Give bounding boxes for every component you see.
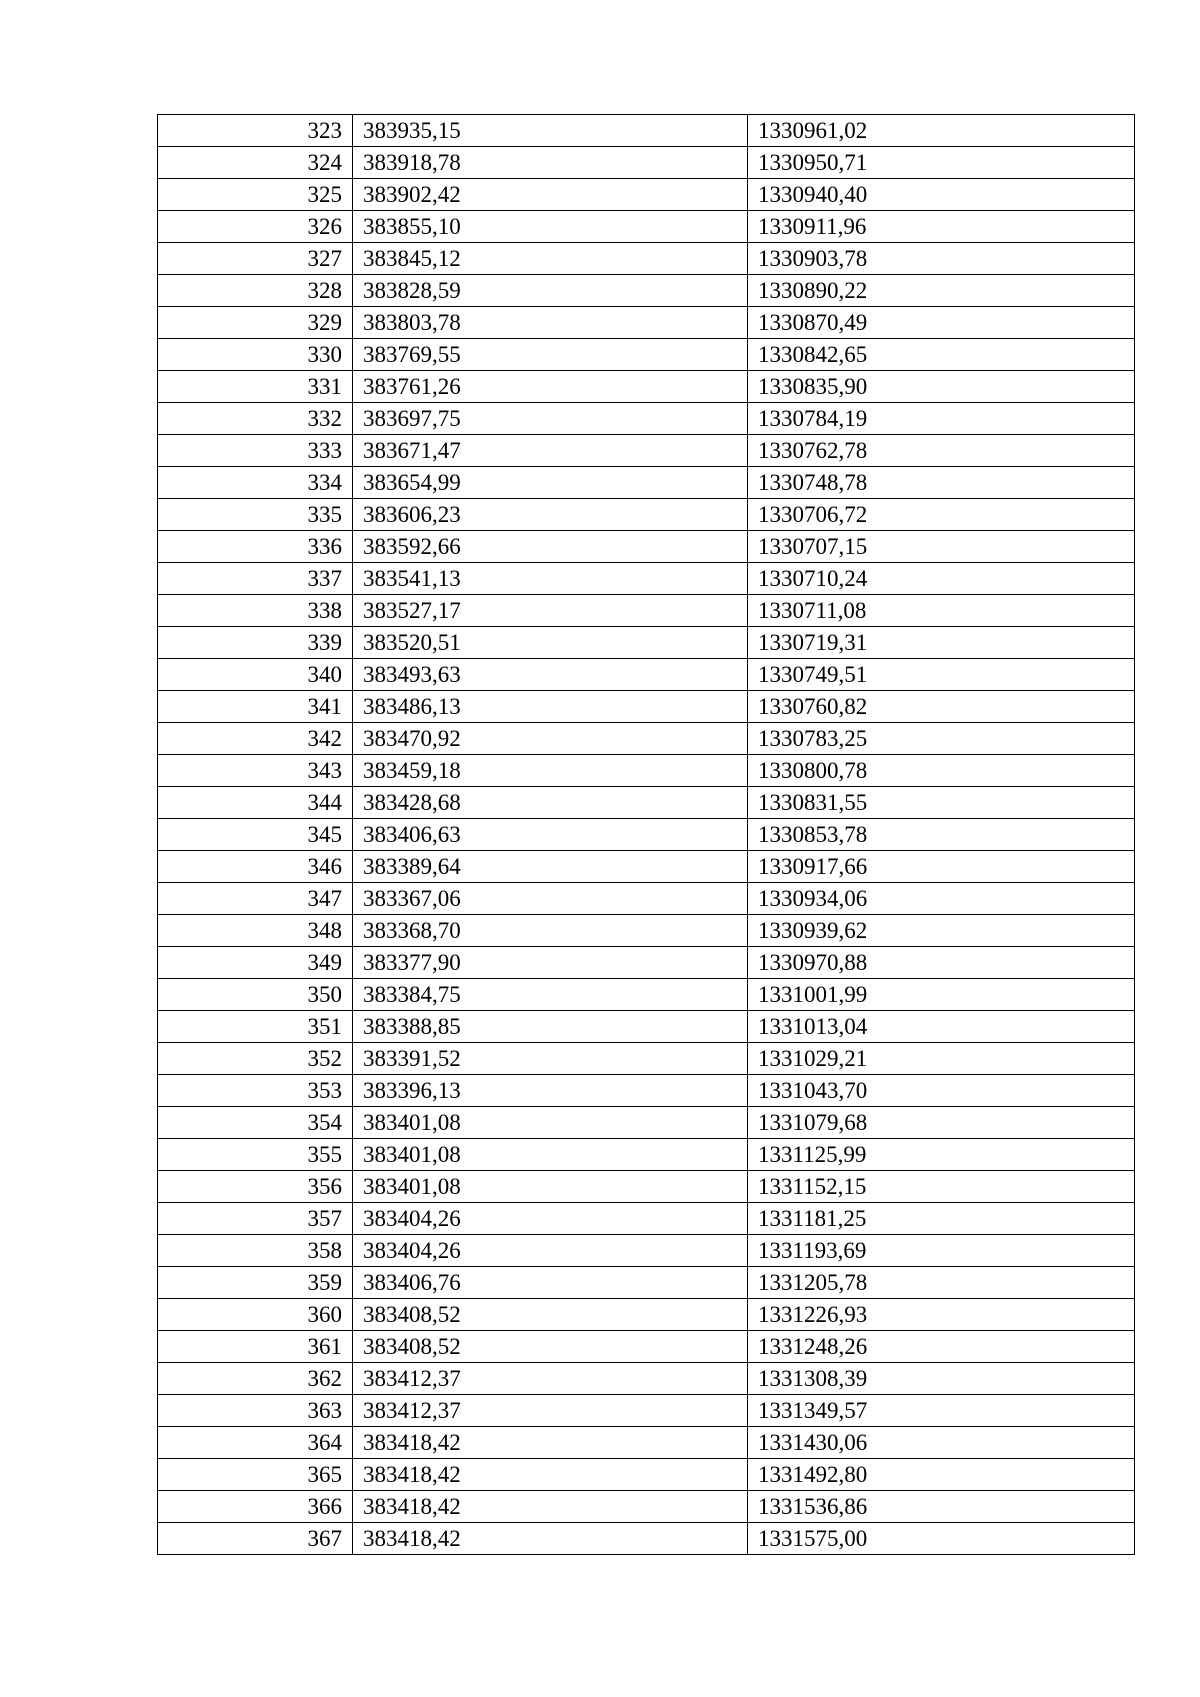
- x-coordinate-cell: 383412,37: [353, 1363, 748, 1395]
- y-coordinate-cell: 1331043,70: [748, 1075, 1135, 1107]
- y-coordinate-cell: 1330961,02: [748, 115, 1135, 147]
- point-number-cell: 340: [158, 659, 353, 691]
- table-row: [158, 915, 1135, 947]
- x-coordinate-cell: 383918,78: [353, 147, 748, 179]
- table-row: [158, 691, 1135, 723]
- x-coordinate-cell: 383428,68: [353, 787, 748, 819]
- table-row: [158, 403, 1135, 435]
- table-row: [158, 1363, 1135, 1395]
- y-coordinate-cell: 1330831,55: [748, 787, 1135, 819]
- point-number-cell: 344: [158, 787, 353, 819]
- y-coordinate-cell: 1330760,82: [748, 691, 1135, 723]
- table-row: [158, 851, 1135, 883]
- table-row: [158, 179, 1135, 211]
- point-number-cell: 324: [158, 147, 353, 179]
- y-coordinate-cell: 1331226,93: [748, 1299, 1135, 1331]
- table-row: [158, 147, 1135, 179]
- table-row: [158, 1171, 1135, 1203]
- x-coordinate-cell: 383408,52: [353, 1331, 748, 1363]
- y-coordinate-cell: 1330784,19: [748, 403, 1135, 435]
- point-number-cell: 350: [158, 979, 353, 1011]
- x-coordinate-cell: 383406,76: [353, 1267, 748, 1299]
- table-row: [158, 1075, 1135, 1107]
- y-coordinate-cell: 1330842,65: [748, 339, 1135, 371]
- x-coordinate-cell: 383389,64: [353, 851, 748, 883]
- point-number-cell: 343: [158, 755, 353, 787]
- y-coordinate-cell: 1331205,78: [748, 1267, 1135, 1299]
- table-row: [158, 1299, 1135, 1331]
- y-coordinate-cell: 1330911,96: [748, 211, 1135, 243]
- point-number-cell: 362: [158, 1363, 353, 1395]
- x-coordinate-cell: 383384,75: [353, 979, 748, 1011]
- table-row: [158, 563, 1135, 595]
- point-number-cell: 329: [158, 307, 353, 339]
- table-row: [158, 979, 1135, 1011]
- x-coordinate-cell: 383592,66: [353, 531, 748, 563]
- x-coordinate-cell: 383404,26: [353, 1203, 748, 1235]
- x-coordinate-cell: 383935,15: [353, 115, 748, 147]
- point-number-cell: 328: [158, 275, 353, 307]
- table-row: [158, 371, 1135, 403]
- y-coordinate-cell: 1330711,08: [748, 595, 1135, 627]
- x-coordinate-cell: 383520,51: [353, 627, 748, 659]
- table-row: [158, 659, 1135, 691]
- x-coordinate-cell: 383418,42: [353, 1491, 748, 1523]
- coordinates-table: [157, 114, 1135, 1555]
- point-number-cell: 337: [158, 563, 353, 595]
- point-number-cell: 330: [158, 339, 353, 371]
- point-number-cell: 334: [158, 467, 353, 499]
- point-number-cell: 364: [158, 1427, 353, 1459]
- table-row: [158, 1011, 1135, 1043]
- point-number-cell: 336: [158, 531, 353, 563]
- point-number-cell: 323: [158, 115, 353, 147]
- y-coordinate-cell: 1330706,72: [748, 499, 1135, 531]
- point-number-cell: 348: [158, 915, 353, 947]
- y-coordinate-cell: 1331125,99: [748, 1139, 1135, 1171]
- table-row: [158, 115, 1135, 147]
- point-number-cell: 335: [158, 499, 353, 531]
- x-coordinate-cell: 383654,99: [353, 467, 748, 499]
- table-row: [158, 627, 1135, 659]
- table-row: [158, 1523, 1135, 1555]
- table-row: [158, 435, 1135, 467]
- x-coordinate-cell: 383408,52: [353, 1299, 748, 1331]
- x-coordinate-cell: 383470,92: [353, 723, 748, 755]
- table-row: [158, 1459, 1135, 1491]
- x-coordinate-cell: 383803,78: [353, 307, 748, 339]
- y-coordinate-cell: 1331029,21: [748, 1043, 1135, 1075]
- point-number-cell: 349: [158, 947, 353, 979]
- table-row: [158, 883, 1135, 915]
- x-coordinate-cell: 383401,08: [353, 1139, 748, 1171]
- x-coordinate-cell: 383606,23: [353, 499, 748, 531]
- table-row: [158, 1395, 1135, 1427]
- point-number-cell: 357: [158, 1203, 353, 1235]
- table-row: [158, 787, 1135, 819]
- point-number-cell: 355: [158, 1139, 353, 1171]
- table-row: [158, 595, 1135, 627]
- table-row: [158, 1203, 1135, 1235]
- table-row: [158, 1267, 1135, 1299]
- point-number-cell: 347: [158, 883, 353, 915]
- table-row: [158, 1235, 1135, 1267]
- x-coordinate-cell: 383368,70: [353, 915, 748, 947]
- x-coordinate-cell: 383527,17: [353, 595, 748, 627]
- y-coordinate-cell: 1330783,25: [748, 723, 1135, 755]
- point-number-cell: 367: [158, 1523, 353, 1555]
- y-coordinate-cell: 1331079,68: [748, 1107, 1135, 1139]
- point-number-cell: 338: [158, 595, 353, 627]
- point-number-cell: 326: [158, 211, 353, 243]
- table-row: [158, 819, 1135, 851]
- table-row: [158, 1427, 1135, 1459]
- y-coordinate-cell: 1330950,71: [748, 147, 1135, 179]
- x-coordinate-cell: 383418,42: [353, 1427, 748, 1459]
- point-number-cell: 356: [158, 1171, 353, 1203]
- x-coordinate-cell: 383377,90: [353, 947, 748, 979]
- y-coordinate-cell: 1331536,86: [748, 1491, 1135, 1523]
- y-coordinate-cell: 1330749,51: [748, 659, 1135, 691]
- x-coordinate-cell: 383367,06: [353, 883, 748, 915]
- table-row: [158, 1107, 1135, 1139]
- y-coordinate-cell: 1331430,06: [748, 1427, 1135, 1459]
- x-coordinate-cell: 383406,63: [353, 819, 748, 851]
- x-coordinate-cell: 383401,08: [353, 1107, 748, 1139]
- point-number-cell: 327: [158, 243, 353, 275]
- table-row: [158, 1331, 1135, 1363]
- y-coordinate-cell: 1330800,78: [748, 755, 1135, 787]
- coordinates-table-body: [158, 115, 1135, 1555]
- point-number-cell: 354: [158, 1107, 353, 1139]
- point-number-cell: 339: [158, 627, 353, 659]
- point-number-cell: 353: [158, 1075, 353, 1107]
- point-number-cell: 358: [158, 1235, 353, 1267]
- y-coordinate-cell: 1330707,15: [748, 531, 1135, 563]
- y-coordinate-cell: 1331248,26: [748, 1331, 1135, 1363]
- x-coordinate-cell: 383388,85: [353, 1011, 748, 1043]
- y-coordinate-cell: 1330748,78: [748, 467, 1135, 499]
- point-number-cell: 360: [158, 1299, 353, 1331]
- y-coordinate-cell: 1331001,99: [748, 979, 1135, 1011]
- table-row: [158, 947, 1135, 979]
- x-coordinate-cell: 383396,13: [353, 1075, 748, 1107]
- table-row: [158, 211, 1135, 243]
- x-coordinate-cell: 383459,18: [353, 755, 748, 787]
- x-coordinate-cell: 383401,08: [353, 1171, 748, 1203]
- table-row: [158, 339, 1135, 371]
- y-coordinate-cell: 1330870,49: [748, 307, 1135, 339]
- table-row: [158, 1139, 1135, 1171]
- point-number-cell: 365: [158, 1459, 353, 1491]
- y-coordinate-cell: 1330940,40: [748, 179, 1135, 211]
- x-coordinate-cell: 383418,42: [353, 1523, 748, 1555]
- y-coordinate-cell: 1331308,39: [748, 1363, 1135, 1395]
- x-coordinate-cell: 383404,26: [353, 1235, 748, 1267]
- x-coordinate-cell: 383493,63: [353, 659, 748, 691]
- y-coordinate-cell: 1330934,06: [748, 883, 1135, 915]
- y-coordinate-cell: 1331152,15: [748, 1171, 1135, 1203]
- y-coordinate-cell: 1331193,69: [748, 1235, 1135, 1267]
- y-coordinate-cell: 1330890,22: [748, 275, 1135, 307]
- table-row: [158, 531, 1135, 563]
- point-number-cell: 332: [158, 403, 353, 435]
- point-number-cell: 345: [158, 819, 353, 851]
- point-number-cell: 363: [158, 1395, 353, 1427]
- table-row: [158, 307, 1135, 339]
- point-number-cell: 366: [158, 1491, 353, 1523]
- y-coordinate-cell: 1330719,31: [748, 627, 1135, 659]
- y-coordinate-cell: 1331575,00: [748, 1523, 1135, 1555]
- y-coordinate-cell: 1331013,04: [748, 1011, 1135, 1043]
- x-coordinate-cell: 383391,52: [353, 1043, 748, 1075]
- y-coordinate-cell: 1331492,80: [748, 1459, 1135, 1491]
- table-row: [158, 499, 1135, 531]
- table-row: [158, 275, 1135, 307]
- point-number-cell: 346: [158, 851, 353, 883]
- y-coordinate-cell: 1330917,66: [748, 851, 1135, 883]
- point-number-cell: 361: [158, 1331, 353, 1363]
- point-number-cell: 341: [158, 691, 353, 723]
- point-number-cell: 342: [158, 723, 353, 755]
- x-coordinate-cell: 383671,47: [353, 435, 748, 467]
- x-coordinate-cell: 383541,13: [353, 563, 748, 595]
- y-coordinate-cell: 1331349,57: [748, 1395, 1135, 1427]
- table-row: [158, 467, 1135, 499]
- x-coordinate-cell: 383845,12: [353, 243, 748, 275]
- y-coordinate-cell: 1331181,25: [748, 1203, 1135, 1235]
- x-coordinate-cell: 383769,55: [353, 339, 748, 371]
- y-coordinate-cell: 1330939,62: [748, 915, 1135, 947]
- point-number-cell: 325: [158, 179, 353, 211]
- point-number-cell: 331: [158, 371, 353, 403]
- y-coordinate-cell: 1330710,24: [748, 563, 1135, 595]
- y-coordinate-cell: 1330762,78: [748, 435, 1135, 467]
- x-coordinate-cell: 383761,26: [353, 371, 748, 403]
- table-row: [158, 723, 1135, 755]
- table-row: [158, 755, 1135, 787]
- y-coordinate-cell: 1330853,78: [748, 819, 1135, 851]
- point-number-cell: 352: [158, 1043, 353, 1075]
- x-coordinate-cell: 383855,10: [353, 211, 748, 243]
- point-number-cell: 351: [158, 1011, 353, 1043]
- y-coordinate-cell: 1330835,90: [748, 371, 1135, 403]
- table-row: [158, 1043, 1135, 1075]
- x-coordinate-cell: 383412,37: [353, 1395, 748, 1427]
- x-coordinate-cell: 383828,59: [353, 275, 748, 307]
- x-coordinate-cell: 383486,13: [353, 691, 748, 723]
- y-coordinate-cell: 1330970,88: [748, 947, 1135, 979]
- x-coordinate-cell: 383902,42: [353, 179, 748, 211]
- table-row: [158, 243, 1135, 275]
- y-coordinate-cell: 1330903,78: [748, 243, 1135, 275]
- point-number-cell: 333: [158, 435, 353, 467]
- point-number-cell: 359: [158, 1267, 353, 1299]
- x-coordinate-cell: 383418,42: [353, 1459, 748, 1491]
- x-coordinate-cell: 383697,75: [353, 403, 748, 435]
- table-row: [158, 1491, 1135, 1523]
